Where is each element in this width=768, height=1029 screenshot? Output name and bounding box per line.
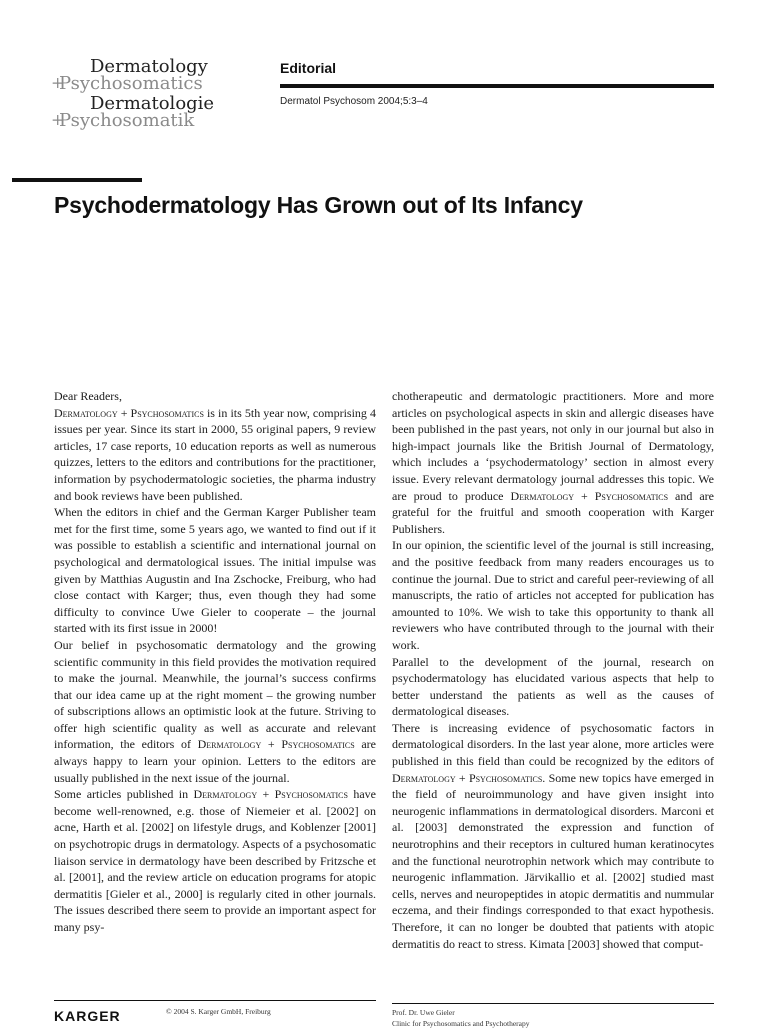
footer-rule — [392, 1003, 714, 1004]
author-name: Prof. Dr. Uwe Gieler — [392, 1008, 455, 1017]
paragraph-text: have become well-renowned, e.g. those of Niemeier et al. [2002] on acne, Harth et al. [2002] on lifestyle drugs, and Koblenzer [2001] on psychotropic drugs in dermatology. Aspects of a psychosomatic liaison service in dermatology have been described by Fritzsche et al. [2001], and the review article on education programs for atopic dermatitis [Gieler et al., 2000] is regularly cited in other journals. The issues described there seem to provide an important aspect for many psy- — [54, 787, 376, 934]
logo-line-dermatologie: Dermatologie — [90, 93, 215, 114]
left-column — [54, 388, 376, 936]
paragraph — [392, 720, 714, 952]
paragraph: Parallel to the development of the journal, research on psychodermatology has elucidated various aspects that help to better understand the patients as well as the causes of dermatological diseases. — [392, 654, 714, 719]
journal-name: Dermatology + Psychosomatics — [197, 737, 355, 752]
paragraph-text: . Some new topics have emerged in the field of neuroimmunology and have given insight into neurogenic inflammations in dermatological disorders. Marconi et al. [2003] demonstrated the expression and function of neurotrophins and their receptors in cultured human keratinocytes and the functional neurotrophin network which may contribute to neurogenic inflammation. Järvikallio et al. [2002] studied mast cells, nerves and neuropeptides in atopic dermatitis and nummular eczema, and their findings corresponded to that exact hypothesis. Therefore, it can no longer be doubted that patients with atopic dermatitis do react to stress. Kimata [2003] showed that comput- — [392, 770, 714, 951]
journal-name: Dermatology + Psychosomatics — [510, 488, 669, 503]
paragraph-text: Some articles published in — [54, 787, 194, 802]
paragraph — [392, 388, 714, 537]
paragraph-text: and are grateful for the fruitful and smooth cooperation with Karger Publishers. — [392, 488, 714, 536]
paragraph: In our opinion, the scientific level of the journal is still increasing, and the positive feedback from many readers encourages us to continue the journal. Due to strict and careful peer-reviewing of all manuscripts, the ratio of articles not accepted for publication has amounted to 10%. We wish to take this opportunity to thank all reviewers who have contributed through to the journal with their work. — [392, 538, 714, 652]
paragraph — [54, 637, 376, 786]
paragraph-text: There is increasing evidence of psychosomatic factors in dermatological disorders. In the last year alone, more articles were published in this field than could be recognized by the editors of — [392, 720, 714, 769]
article-title: Psychodermatology Has Grown out of Its Infancy — [54, 192, 583, 218]
citation: Dermatol Psychosom 2004;5:3–4 — [280, 96, 428, 107]
logo-line-dermatology: Dermatology — [90, 56, 208, 77]
journal-name: Dermatology + Psychosomatics — [54, 405, 204, 420]
copyright-notice: © 2004 S. Karger GmbH, Freiburg — [166, 1007, 271, 1016]
section-label: Editorial — [280, 60, 337, 76]
title-rule — [12, 178, 142, 182]
right-column — [392, 388, 714, 952]
journal-logo — [53, 58, 223, 129]
salutation: Dear Readers, — [54, 389, 122, 403]
paragraph-text: is in its 5th year now, comprising 4 issues per year. Since its start in 2000, 55 original papers, 9 review articles, 17 case reports, 10 education reports as well as numerous quizzes, letters to the editors and contributions for the practitioner, information by psychodermatologic societies, the pharma industry and book reviews have been published. — [54, 405, 376, 503]
logo-line-psychosomatics: + Psychosomatics — [53, 76, 223, 92]
paragraph: When the editors in chief and the German Karger Publisher team met for the first time, some 5 years ago, we wanted to find out if it was possible to establish a scientific and international journal on psychological and dermatological issues. The initial impulse was given by Matthias Augustin and Ina Zschocke, Freiburg, who had close contact with Karger; thus, even though they had some difficulty to convince Uwe Gieler to cooperate – the journal started with its first issue in 2000! — [54, 505, 376, 636]
paragraph-text: chotherapeutic and dermatologic practitioners. More and more articles on psychological aspects in skin and allergic diseases have been published in the past years, not only in our journal but also in high-impact journals like the British Journal of Dermatology, which includes a ‘psychodermatology’ section in almost every issue. Every relevant dermatology journal addresses this topic. We are proud to produce — [392, 389, 714, 503]
author-affiliation: Clinic for Psychosomatics and Psychotherapy — [392, 1019, 530, 1028]
header-rule — [280, 84, 714, 88]
journal-name: Dermatology + Psychosomatics — [193, 787, 348, 802]
correspondence-address — [392, 1007, 529, 1029]
paragraph-text: are always happy to learn your opinion. Letters to the editors are usually published in the next issue of the journal. — [54, 737, 376, 785]
paragraph — [54, 405, 376, 505]
logo-line-psychosomatik: + Psychosomatik — [53, 113, 223, 129]
paragraph — [54, 786, 376, 935]
footer-rule — [54, 1000, 376, 1001]
publisher-logo: KARGER — [54, 1008, 121, 1024]
paragraph-text: Our belief in psychosomatic dermatology and the growing scientific community in this field provides the motivation required to make the journal. Meanwhile, the journal’s success confirms that our idea came up at the right moment – the growing number of subscriptions allows an optimistic look at the future. Striving to offer high scientific quality as well as accurate and relevant information, the editors of — [54, 637, 376, 752]
journal-name: Dermatology + Psychosomatics — [392, 770, 543, 785]
